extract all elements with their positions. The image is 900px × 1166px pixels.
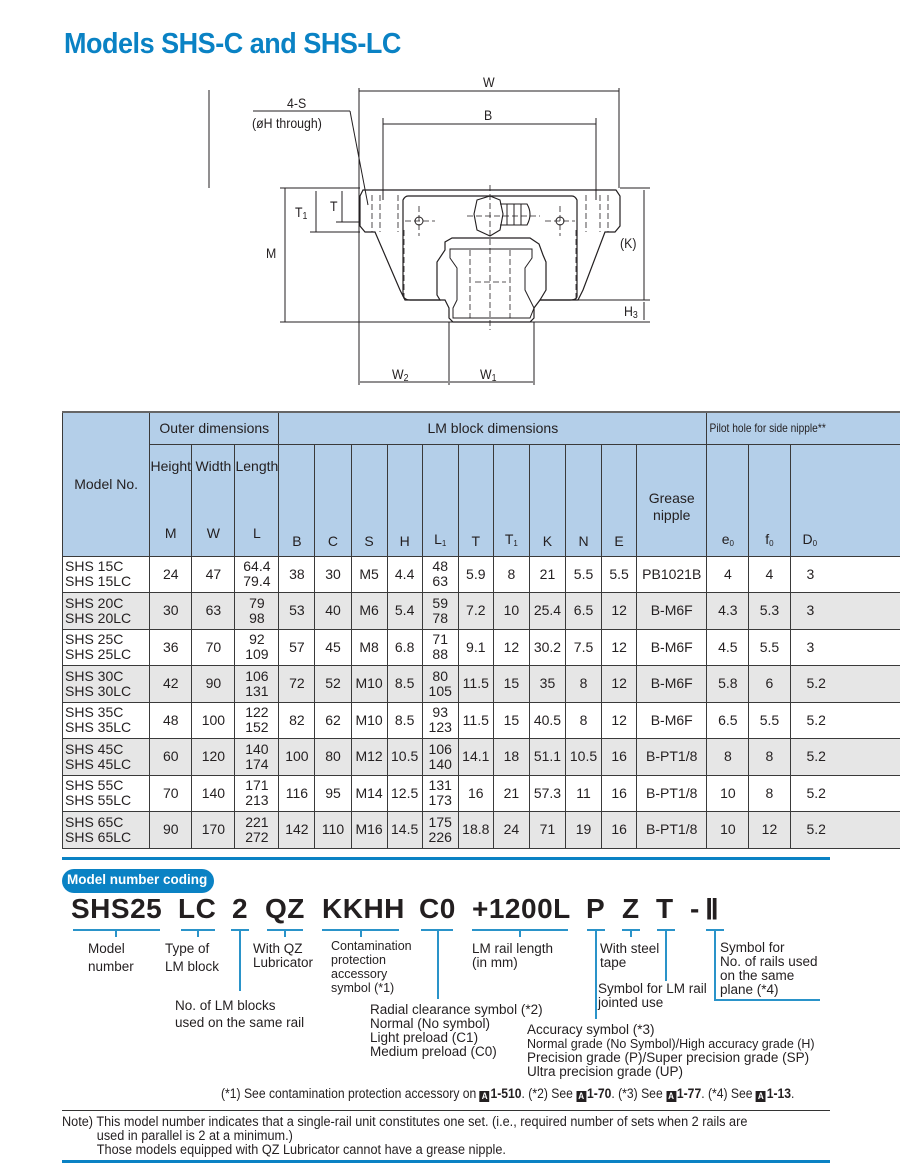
dim-b-label: B (484, 107, 493, 123)
cell-model: SHS 15C SHS 15LC (63, 556, 150, 593)
cell-l1: 80 105 (422, 666, 458, 703)
code-segment-qz: QZ (265, 893, 305, 924)
cell-t1: 24 (493, 812, 529, 849)
code-segment-steel-tape: Z (622, 893, 640, 924)
cell-m: 42 (150, 666, 192, 703)
label-accuracy: Accuracy symbol (*3) Normal grade (No Symbol)/High accuracy grade (H) Precision grade (P)/Super precision grade (SP) Ultra precision grade (UP) (527, 1022, 815, 1079)
dim-w1-label: $W_1$ (480, 366, 497, 384)
table-row (63, 593, 900, 630)
cell-model: SHS 25C SHS 25LC (63, 629, 150, 666)
header-width: Width W (192, 444, 235, 556)
header-c: C (315, 444, 351, 556)
cell-t1: 15 (493, 702, 529, 739)
cell-e0: 5.8 (707, 666, 749, 703)
cell-e0: 4 (707, 556, 749, 593)
table-row (63, 702, 900, 739)
cell-c: 40 (315, 593, 351, 630)
cell-e: 12 (602, 666, 637, 703)
header-s: S (351, 444, 387, 556)
table-row (63, 556, 900, 593)
cell-h: 6.8 (387, 629, 422, 666)
label-steel-tape: With steel tape (600, 941, 660, 970)
cell-b: 100 (279, 739, 315, 776)
cell-k: 21 (529, 556, 565, 593)
cell-s: M14 (351, 775, 387, 812)
cell-w: 90 (192, 666, 235, 703)
label-type-of-block: Type of LM block (165, 941, 220, 974)
cell-l1: 48 63 (422, 556, 458, 593)
page-title: Models SHS-C and SHS-LC (64, 28, 401, 60)
dim-t-label: T (330, 198, 338, 214)
header-e0: $e_0$ (707, 444, 749, 556)
cell-s: M10 (351, 702, 387, 739)
cell-t: 5.9 (458, 556, 493, 593)
cell-s: M5 (351, 556, 387, 593)
table-row (63, 812, 900, 849)
cell-t: 11.5 (458, 666, 493, 703)
cell-n: 8 (565, 702, 601, 739)
cell-l1: 175 226 (422, 812, 458, 849)
cell-k: 25.4 (529, 593, 565, 630)
code-segment-rails-plane: Ⅱ (705, 895, 720, 926)
cell-e0: 8 (707, 739, 749, 776)
code-segment-type: LC (178, 893, 217, 924)
model-number-coding-badge: Model number coding (62, 869, 214, 893)
dim-phi-h-label: (øH through) (252, 115, 322, 131)
header-e: E (602, 444, 637, 556)
cell-n: 7.5 (565, 629, 601, 666)
header-h: H (387, 444, 422, 556)
cell-nipple: B-PT1/8 (637, 739, 707, 776)
cell-nipple: PB1021B (637, 556, 707, 593)
cell-nipple: B-PT1/8 (637, 775, 707, 812)
ref-1-510[interactable]: 1-510 (490, 1086, 522, 1101)
label-radial-clearance: Radial clearance symbol (*2) Normal (No symbol) Light preload (C1) Medium preload (C0) (370, 1002, 543, 1059)
cell-c: 45 (315, 629, 351, 666)
cell-w: 140 (192, 775, 235, 812)
section-a-icon: A (666, 1091, 676, 1102)
cell-f0: 5.5 (749, 629, 790, 666)
label-qz-lubricator: With QZ Lubricator (253, 941, 314, 970)
label-rails-same-plane: Symbol for No. of rails used on the same plane (*4) (720, 940, 818, 997)
cell-t: 7.2 (458, 593, 493, 630)
ref-1-13[interactable]: 1-13 (766, 1086, 792, 1101)
cell-d0: 5.2 (790, 702, 900, 739)
code-segment-dash: - (690, 893, 700, 924)
cell-l1: 59 78 (422, 593, 458, 630)
cell-nipple: B-M6F (637, 702, 707, 739)
cell-nipple: B-M6F (637, 666, 707, 703)
code-segment-rail-length: +1200L (472, 893, 571, 924)
cell-e0: 10 (707, 812, 749, 849)
cell-k: 40.5 (529, 702, 565, 739)
section-a-icon: A (756, 1091, 766, 1102)
header-model-no: Model No. (63, 412, 150, 556)
cell-e0: 4.5 (707, 629, 749, 666)
dimension-table (62, 411, 900, 849)
dim-t1-label: $T_1$ (295, 204, 308, 222)
cell-b: 53 (279, 593, 315, 630)
cell-b: 57 (279, 629, 315, 666)
cell-n: 5.5 (565, 556, 601, 593)
cell-c: 95 (315, 775, 351, 812)
cell-k: 30.2 (529, 629, 565, 666)
cell-l: 79 98 (235, 593, 279, 630)
cell-model: SHS 45C SHS 45LC (63, 739, 150, 776)
header-t1: $T_1$ (493, 444, 529, 556)
cell-l1: 106 140 (422, 739, 458, 776)
cell-f0: 4 (749, 556, 790, 593)
cell-e: 12 (602, 702, 637, 739)
dim-w2-label: $W_2$ (392, 366, 409, 384)
cell-f0: 12 (749, 812, 790, 849)
cross-section-drawing (0, 0, 900, 400)
cell-w: 120 (192, 739, 235, 776)
cell-f0: 5.3 (749, 593, 790, 630)
cell-t: 18.8 (458, 812, 493, 849)
cell-model: SHS 65C SHS 65LC (63, 812, 150, 849)
cell-n: 10.5 (565, 739, 601, 776)
cell-t: 11.5 (458, 702, 493, 739)
cell-h: 8.5 (387, 702, 422, 739)
cell-e0: 10 (707, 775, 749, 812)
cell-h: 5.4 (387, 593, 422, 630)
table-bottom-rule (62, 857, 830, 860)
cell-t: 16 (458, 775, 493, 812)
cell-k: 71 (529, 812, 565, 849)
cell-model: SHS 35C SHS 35LC (63, 702, 150, 739)
cell-s: M12 (351, 739, 387, 776)
cell-h: 8.5 (387, 666, 422, 703)
note-top-rule (62, 1110, 830, 1111)
cell-f0: 5.5 (749, 702, 790, 739)
dim-m-label: M (266, 245, 277, 261)
cell-w: 47 (192, 556, 235, 593)
cell-t: 9.1 (458, 629, 493, 666)
label-blocks-per-rail: No. of LM blocks used on the same rail (175, 998, 305, 1030)
cell-l: 64.4 79.4 (235, 556, 279, 593)
cell-nipple: B-M6F (637, 593, 707, 630)
header-height: Height M (150, 444, 192, 556)
cell-n: 6.5 (565, 593, 601, 630)
cell-d0: 3 (790, 593, 900, 630)
header-pilot-hole: Pilot hole for side nipple** (707, 412, 900, 444)
cell-w: 170 (192, 812, 235, 849)
code-segment-accuracy: P (586, 893, 606, 924)
cell-e: 12 (602, 593, 637, 630)
cell-e: 16 (602, 812, 637, 849)
header-outer-dimensions: Outer dimensions (150, 412, 279, 444)
cell-c: 110 (315, 812, 351, 849)
table-row (63, 775, 900, 812)
label-contamination: Contamination protection accessory symbol (*1) (331, 939, 412, 995)
cell-e: 16 (602, 739, 637, 776)
cell-m: 48 (150, 702, 192, 739)
cell-e0: 4.3 (707, 593, 749, 630)
code-segment-blocks: 2 (232, 893, 249, 924)
header-k: K (529, 444, 565, 556)
cell-model: SHS 20C SHS 20LC (63, 593, 150, 630)
header-t: T (458, 444, 493, 556)
table-row (63, 629, 900, 666)
cell-c: 62 (315, 702, 351, 739)
cell-t1: 15 (493, 666, 529, 703)
cell-c: 52 (315, 666, 351, 703)
cell-b: 142 (279, 812, 315, 849)
cell-l: 171 213 (235, 775, 279, 812)
dim-h3-label: $H_3$ (624, 303, 638, 321)
label-jointed-use: Symbol for LM rail jointed use (598, 981, 707, 1010)
header-n: N (565, 444, 601, 556)
cell-d0: 3 (790, 629, 900, 666)
cell-l: 106 131 (235, 666, 279, 703)
header-b: B (279, 444, 315, 556)
header-lm-block-dimensions: LM block dimensions (279, 412, 707, 444)
cell-b: 38 (279, 556, 315, 593)
footnote-references: (*1) See contamination protection accessory on A 1-510. (*2) See A 1-70. (*3) See A 1-77. (*4) See A 1-13. (221, 1086, 795, 1101)
cell-m: 90 (150, 812, 192, 849)
dim-4s-label: 4-S (287, 95, 307, 111)
cell-m: 24 (150, 556, 192, 593)
table-row (63, 666, 900, 703)
cell-t1: 18 (493, 739, 529, 776)
cell-c: 30 (315, 556, 351, 593)
cell-l1: 71 88 (422, 629, 458, 666)
label-rail-length: LM rail length (in mm) (472, 941, 554, 970)
cell-s: M8 (351, 629, 387, 666)
cell-model: SHS 55C SHS 55LC (63, 775, 150, 812)
dim-k-label: (K) (620, 235, 637, 251)
cell-b: 82 (279, 702, 315, 739)
cell-d0: 5.2 (790, 666, 900, 703)
cell-f0: 8 (749, 775, 790, 812)
cell-f0: 6 (749, 666, 790, 703)
cell-n: 19 (565, 812, 601, 849)
cell-l1: 93 123 (422, 702, 458, 739)
cell-nipple: B-PT1/8 (637, 812, 707, 849)
ref-1-77[interactable]: 1-77 (676, 1086, 702, 1101)
cell-k: 51.1 (529, 739, 565, 776)
cell-h: 10.5 (387, 739, 422, 776)
cell-d0: 5.2 (790, 812, 900, 849)
cell-h: 4.4 (387, 556, 422, 593)
cell-s: M10 (351, 666, 387, 703)
cell-w: 70 (192, 629, 235, 666)
cell-t1: 12 (493, 629, 529, 666)
cell-d0: 5.2 (790, 739, 900, 776)
cell-s: M16 (351, 812, 387, 849)
ref-1-70[interactable]: 1-70 (587, 1086, 612, 1101)
cell-m: 70 (150, 775, 192, 812)
cell-t1: 21 (493, 775, 529, 812)
section-a-icon: A (576, 1091, 586, 1102)
cell-nipple: B-M6F (637, 629, 707, 666)
cell-h: 12.5 (387, 775, 422, 812)
header-f0: $f_0$ (749, 444, 790, 556)
page-bottom-rule (62, 1160, 830, 1163)
cell-w: 63 (192, 593, 235, 630)
cell-m: 36 (150, 629, 192, 666)
code-segment-model: SHS25 (71, 893, 163, 924)
note-block: Note) This model number indicates that a single-rail unit constitutes one set. (i.e., required number of sets when 2 rails are used in parallel is 2 at a minimum.) Those models equipped with QZ Lubricator cannot have a grease nipple. (62, 1114, 748, 1157)
cell-t1: 8 (493, 556, 529, 593)
cell-l: 140 174 (235, 739, 279, 776)
code-segment-clearance: C0 (419, 893, 456, 924)
code-segment-jointed: T (656, 893, 674, 924)
cell-m: 60 (150, 739, 192, 776)
cell-model: SHS 30C SHS 30LC (63, 666, 150, 703)
header-length: Length L (235, 444, 279, 556)
lm-block-drawing (0, 0, 900, 400)
cell-e0: 6.5 (707, 702, 749, 739)
cell-n: 8 (565, 666, 601, 703)
label-model-number: Model number (88, 941, 134, 974)
section-a-icon: A (480, 1091, 490, 1102)
table-row (63, 739, 900, 776)
cell-f0: 8 (749, 739, 790, 776)
cell-d0: 3 (790, 556, 900, 593)
cell-b: 72 (279, 666, 315, 703)
cell-w: 100 (192, 702, 235, 739)
cell-e: 16 (602, 775, 637, 812)
code-segment-contamination: KKHH (322, 893, 405, 924)
cell-d0: 5.2 (790, 775, 900, 812)
cell-t: 14.1 (458, 739, 493, 776)
header-d0: $D_0$ (790, 444, 900, 556)
cell-l1: 131 173 (422, 775, 458, 812)
cell-n: 11 (565, 775, 601, 812)
cell-t1: 10 (493, 593, 529, 630)
cell-b: 116 (279, 775, 315, 812)
cell-l: 221 272 (235, 812, 279, 849)
cell-e: 12 (602, 629, 637, 666)
cell-l: 122 152 (235, 702, 279, 739)
cell-c: 80 (315, 739, 351, 776)
header-grease-nipple: Grease nipple (637, 444, 707, 556)
cell-k: 57.3 (529, 775, 565, 812)
cell-h: 14.5 (387, 812, 422, 849)
cell-k: 35 (529, 666, 565, 703)
cell-m: 30 (150, 593, 192, 630)
dim-w-label: W (483, 74, 495, 90)
cell-l: 92 109 (235, 629, 279, 666)
header-l1: $L_1$ (422, 444, 458, 556)
cell-s: M6 (351, 593, 387, 630)
cell-e: 5.5 (602, 556, 637, 593)
